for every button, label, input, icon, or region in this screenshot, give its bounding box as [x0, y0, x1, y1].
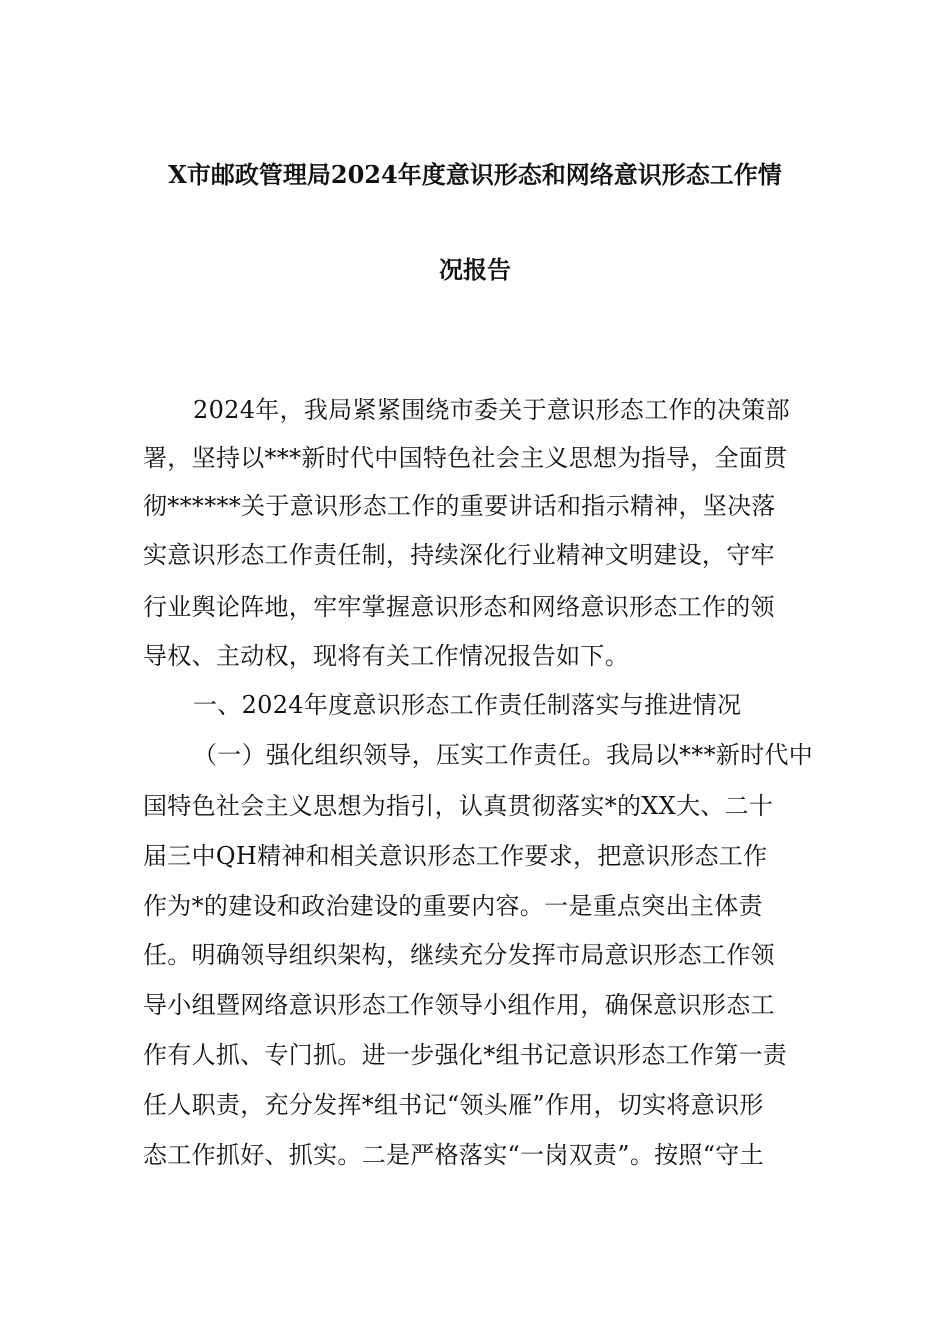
paragraph-line: 届三中QH精神和相关意识形态工作要求，把意识形态工作: [143, 842, 768, 870]
paragraph-line: （一）强化组织领导，压实工作责任。我局以***新时代中: [193, 741, 814, 769]
paragraph-line: 导权、主动权，现将有关工作情况报告如下。: [143, 642, 629, 670]
paragraph-line: 署，坚持以***新时代中国特色社会主义思想为指导，全面贯: [143, 444, 788, 472]
paragraph-line: 态工作抓好、抓实。二是严格落实“一岗双责”。按照“守土: [143, 1141, 764, 1169]
section-heading: 一、2024年度意识形态工作责任制落实与推进情况: [193, 691, 742, 719]
paragraph-line: 国特色社会主义思想为指引，认真贯彻落实*的XX大、二十: [143, 792, 774, 820]
paragraph-line: 2024年，我局紧紧围绕市委关于意识形态工作的决策部: [193, 396, 790, 424]
paragraph-line: 任。明确领导组织架构，继续充分发挥市局意识形态工作领: [143, 941, 775, 969]
paragraph-line: 实意识形态工作责任制，持续深化行业精神文明建设，守牢: [143, 541, 775, 569]
paragraph-line: 作为*的建设和政治建设的重要内容。一是重点突出主体责: [143, 892, 763, 920]
document-title-line-1: X市邮政管理局2024年度意识形态和网络意识形态工作情: [168, 160, 782, 189]
document-title-line-2: 况报告: [439, 255, 511, 284]
paragraph-line: 行业舆论阵地，牢牢掌握意识形态和网络意识形态工作的领: [143, 593, 775, 621]
paragraph-line: 作有人抓、专门抓。进一步强化*组书记意识形态工作第一责: [143, 1041, 788, 1069]
paragraph-line: 彻******关于意识形态工作的重要讲话和指示精神，坚决落: [143, 492, 776, 520]
paragraph-line: 任人职责，充分发挥*组书记“领头雁”作用，切实将意识形: [143, 1091, 764, 1119]
paragraph-line: 导小组暨网络意识形态工作领导小组作用，确保意识形态工: [143, 991, 775, 1019]
